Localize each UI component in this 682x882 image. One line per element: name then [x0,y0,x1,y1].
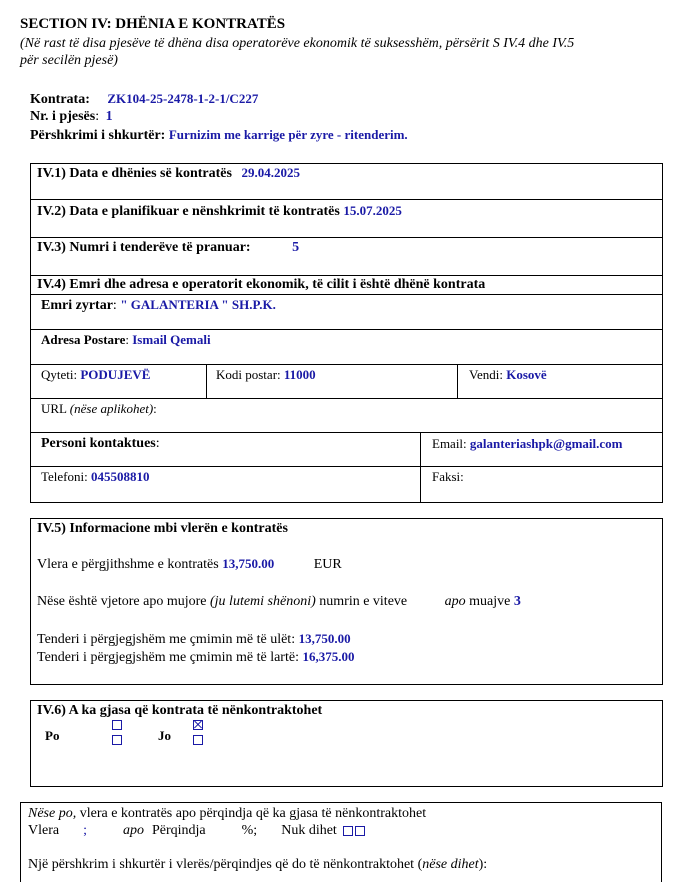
divider [30,432,663,433]
contact-colon: : [155,436,160,451]
yes-label: Po [45,728,60,743]
divider [30,466,663,467]
email-value: galanteriashpk@gmail.com [469,436,623,451]
iv2-value: 15.07.2025 [343,203,402,218]
lot-value: 1 [105,109,113,124]
sub-unknown-label: Nuk dihet [281,823,337,838]
highest-row [37,649,354,666]
url-label: URL [41,401,67,416]
country-label: Vendi: [469,367,503,382]
iv5-label: IV.5) Informacione mbi vlerën e kontratës [37,521,288,536]
divider [420,432,421,503]
phone-label: Telefoni: [41,469,88,484]
divider [30,329,663,330]
address-label: Adresa Postare [41,332,126,347]
duration-row [37,594,521,610]
country-row [469,367,547,383]
city-row [41,367,150,383]
url-note: (nëse aplikohet) [69,401,154,416]
contract-line [30,91,258,108]
lowest-row [37,631,351,648]
contact-label: Personi kontaktues [41,436,156,451]
divider [30,398,663,399]
address-colon: : [125,332,129,347]
phone-row [41,469,150,485]
divider [30,275,663,276]
sub-desc-note: nëse dihet [422,857,479,872]
description-line [30,127,408,144]
duration-or: apo [444,594,466,609]
no-checkbox-group [193,720,203,745]
yes-checkbox-upper[interactable] [112,720,122,730]
sub-value-sep: ; [83,823,87,838]
divider [30,237,663,238]
yes-checkbox[interactable] [112,735,122,745]
section-note: (Në rast të disa pjesëve të dhëna disa operatorëve ekonomik të suksesshëm, përsërit S IV.4 dhe IV.5 [20,36,575,51]
contract-number: ZK104-25-2478-1-2-1/C227 [107,91,259,106]
city-label: Qyteti: [41,367,78,382]
subcontract-value-row [28,823,365,839]
unknown-checkbox-1[interactable] [341,823,353,838]
total-value: 13,750.00 [222,556,275,571]
lot-label: Nr. i pjesës [30,109,96,124]
email-row [432,436,623,452]
duration-text: Nëse është vjetore apo mujore [37,594,207,609]
contact-row [41,436,160,452]
divider [30,364,663,365]
url-row [41,401,157,417]
highest-value: 16,375.00 [302,649,355,664]
lot-line [30,109,113,125]
divider [30,199,663,200]
yes-checkbox-group [112,720,122,745]
iv3-value: 5 [292,240,300,255]
divider [206,364,207,398]
country-value: Kosovë [506,367,547,382]
description-value: Furnizim me karrige për zyre - ritenderim. [168,127,408,142]
official-name-label: Emri zyrtar [41,298,113,313]
duration-value: 3 [513,594,521,609]
official-name-row [41,297,276,314]
description-label: Përshkrimi i shkurtër: [30,128,166,143]
sub-or: apo [122,823,144,838]
postal-row [216,367,316,383]
iv1-value: 29.04.2025 [241,165,300,180]
currency: EUR [313,557,342,572]
official-name-value: " GALANTERIA " SH.P.K. [120,297,276,312]
duration-note: (ju lutemi shënoni) [210,594,316,609]
sub-percent-label: Përqindja [151,823,206,838]
address-row [41,332,211,348]
address-value: Ismail Qemali [132,332,211,347]
iv1-row [37,165,300,182]
iv3-label: IV.3) Numri i tenderëve të pranuar: [37,240,251,255]
duration-text-2: numrin e viteve [319,594,408,609]
divider [457,364,458,398]
section-note-2: për secilën pjesë) [20,53,118,68]
highest-label: Tenderi i përgjegjshëm me çmimin më të lartë: [37,650,299,665]
sub-percent-sign: %; [241,823,258,838]
iv2-label: IV.2) Data e planifikuar e nënshkrimit të kontratës [37,204,340,219]
postal-label: Kodi postar: [216,367,281,382]
no-checkbox-checked[interactable] [193,720,203,730]
if-yes-text: vlera e kontratës apo përqindja që ka gjasa të nënkontraktohet [79,806,427,821]
city-value: PODUJEVË [80,367,151,382]
no-label: Jo [158,728,171,743]
subcontract-desc: Një përshkrim i shkurtër i vlerës/përqindjes që do të nënkontraktohet (nëse dihet): [28,857,488,872]
section-title: SECTION IV: DHËNIA E KONTRATËS [20,16,286,32]
fax-label: Faksi: [432,469,464,484]
contract-label: Kontrata: [30,92,90,107]
iv2-row [37,203,402,220]
iv3-row [37,240,299,256]
iv6-label: IV.6) A ka gjasa që kontrata të nënkontraktohet [37,703,323,718]
lowest-value: 13,750.00 [298,631,351,646]
phone-value: 045508810 [91,469,150,484]
sub-value-label: Vlera [28,823,60,838]
unknown-checkbox-2[interactable] [353,823,365,838]
url-colon: : [153,401,157,416]
total-value-row [37,556,342,573]
iv4-label: IV.4) Emri dhe adresa e operatorit ekonomik, të cilit i është dhënë kontrata [37,277,486,292]
duration-months: muajve [469,594,511,609]
iv1-label: IV.1) Data e dhënies së kontratës [37,166,232,181]
postal-value: 11000 [283,367,316,382]
divider [30,294,663,295]
if-yes: Nëse po, [28,806,77,821]
sub-desc-text: Një përshkrim i shkurtër i vlerës/përqindjes që do të nënkontraktohet [28,857,415,872]
lot-colon: : [95,109,100,124]
total-value-label: Vlera e përgjithshme e kontratës [37,557,219,572]
lowest-label: Tenderi i përgjegjshëm me çmimin më të ulët: [37,632,296,647]
official-name-colon: : [112,298,117,313]
no-checkbox[interactable] [193,735,203,745]
subcontract-intro [28,806,426,822]
email-label: Email: [432,436,467,451]
